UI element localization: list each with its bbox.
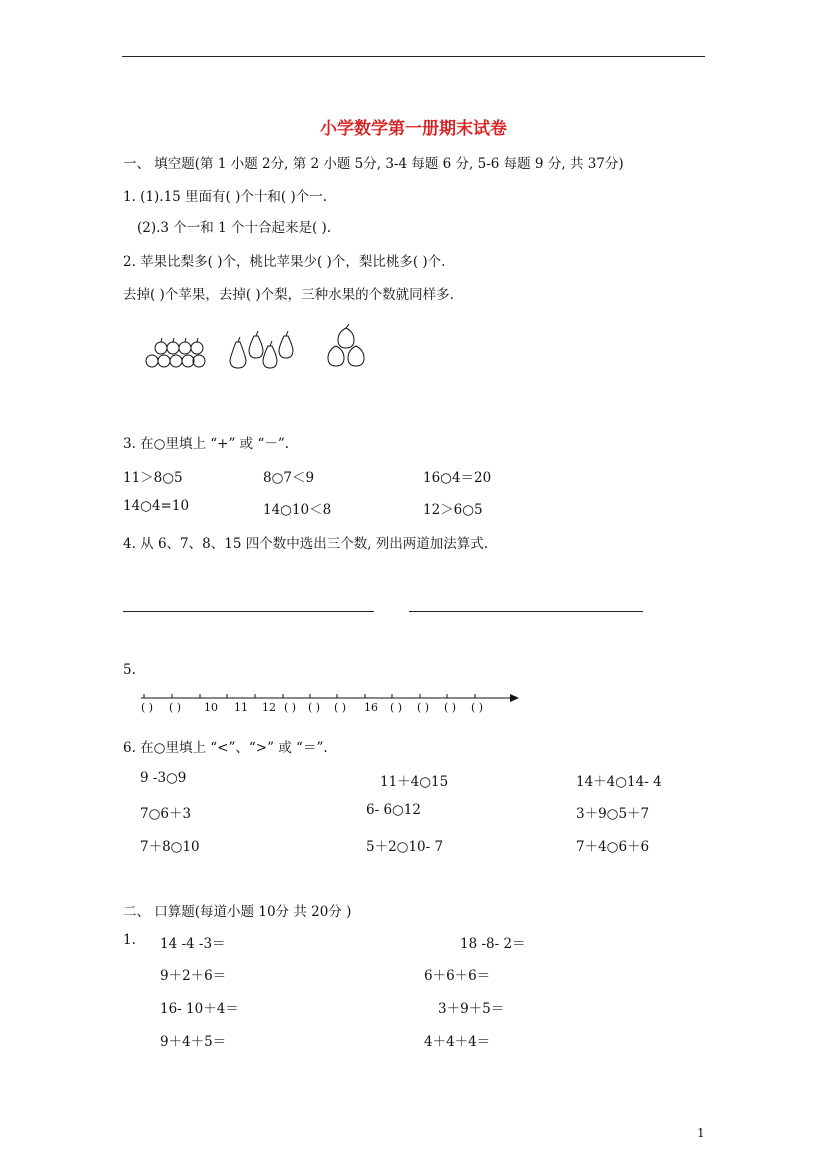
page-title: 小学数学第一册期末试卷 <box>320 119 507 139</box>
section2-number: 1. <box>123 932 136 948</box>
q6-item-1: 9 -3○9 <box>140 770 187 786</box>
numberline-label-6: ( ) <box>284 701 297 714</box>
numberline-label-1: ( ) <box>141 701 154 714</box>
answer-line-2[interactable] <box>409 611 643 612</box>
q5: 5. <box>123 662 136 678</box>
numberline-label-8: ( ) <box>334 701 347 714</box>
calc-item-1: 14 -4 -3＝ <box>160 936 226 952</box>
calc-item-5: 16- 10＋4＝ <box>160 1001 239 1017</box>
q6-item-3: 14＋4○14- 4 <box>576 774 662 790</box>
q6-item-2: 11＋4○15 <box>380 774 449 790</box>
q1b: (2).3 个一和 1 个十合起来是( ). <box>137 220 332 236</box>
calc-item-8: 4＋4＋4＝ <box>424 1034 491 1050</box>
pears-icon <box>226 330 298 372</box>
q3-item-6: 12＞6○5 <box>423 502 483 518</box>
q6-item-5: 6- 6○12 <box>366 802 421 818</box>
q6: 6. 在○里填上 “<”、“>” 或 “＝”. <box>123 740 328 756</box>
numberline-label-11: ( ) <box>417 701 430 714</box>
q3-item-5: 14○10＜8 <box>263 502 332 518</box>
q1a: 1. (1).15 里面有( )个十和( )个一. <box>123 189 327 205</box>
answer-line-1[interactable] <box>123 611 374 612</box>
numberline-label-10: ( ) <box>390 701 403 714</box>
peaches-icon <box>324 322 368 370</box>
section1-header: 一、 填空题(第 1 小题 2分, 第 2 小题 5分, 3-4 每题 6 分, 5-6 每题 9 分, 共 37分) <box>123 156 624 172</box>
numberline-label-13: ( ) <box>471 701 484 714</box>
q2b: 去掉( )个苹果，去掉( )个梨，三种水果的个数就同样多. <box>123 287 454 303</box>
apples-icon <box>144 330 206 370</box>
numberline-label-4: 11 <box>234 701 248 714</box>
q4: 4. 从 6、7、8、15 四个数中选出三个数, 列出两道加法算式. <box>123 536 489 552</box>
calc-item-6: 3＋9＋5＝ <box>438 1001 505 1017</box>
q3: 3. 在○里填上 “+” 或 “－”. <box>123 436 290 452</box>
q3-item-3: 16○4＝20 <box>423 470 492 486</box>
q6-item-6: 3＋9○5＋7 <box>576 806 650 822</box>
number-line <box>138 690 524 714</box>
q2a: 2. 苹果比梨多( )个，桃比苹果少( )个，梨比桃多( )个. <box>123 254 446 270</box>
q3-item-4: 14○4=10 <box>123 498 190 514</box>
numberline-label-9: 16 <box>364 701 378 714</box>
q3-item-2: 8○7＜9 <box>263 470 315 486</box>
page-number: 1 <box>697 1126 705 1140</box>
calc-item-3: 9＋2＋6＝ <box>160 968 227 984</box>
header-rule <box>122 56 705 57</box>
numberline-label-3: 10 <box>204 701 218 714</box>
calc-item-4: 6＋6＋6＝ <box>424 968 491 984</box>
q6-item-7: 7＋8○10 <box>140 839 200 855</box>
q6-item-9: 7＋4○6＋6 <box>576 839 650 855</box>
q6-item-8: 5＋2○10- 7 <box>366 839 444 855</box>
numberline-label-2: ( ) <box>169 701 182 714</box>
q3-item-1: 11＞8○5 <box>123 470 183 486</box>
section2-header: 二、 口算题(每道小题 10分 共 20分 ) <box>123 904 352 920</box>
calc-item-2: 18 -8- 2＝ <box>460 936 526 952</box>
numberline-label-7: ( ) <box>308 701 321 714</box>
numberline-label-12: ( ) <box>444 701 457 714</box>
calc-item-7: 9＋4＋5＝ <box>160 1034 227 1050</box>
q6-item-4: 7○6＋3 <box>140 806 192 822</box>
numberline-label-5: 12 <box>262 701 276 714</box>
